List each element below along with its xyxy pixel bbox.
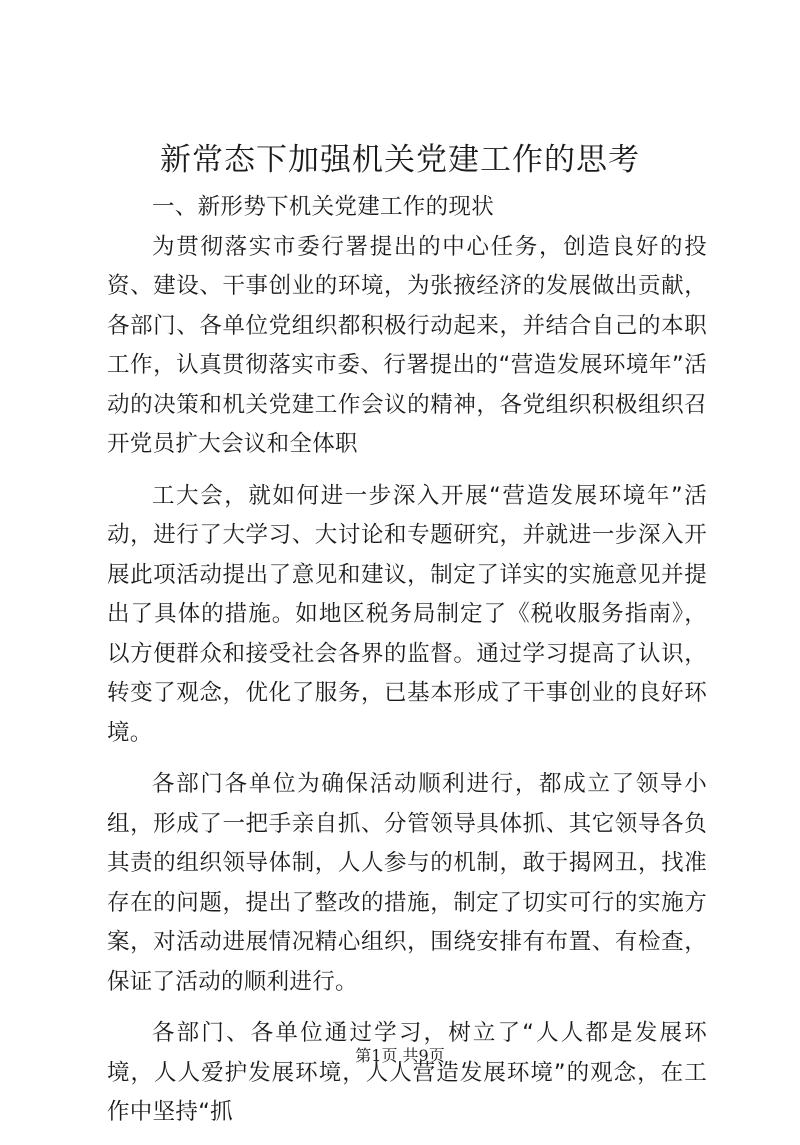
paragraph: 为贯彻落实市委行署提出的中心任务，创造良好的投资、建设、干事创业的环境，为张掖经济的发展做出贡献，各部门、各单位党组织都积极行动起来，并结合自己的本职工作，认真贯彻落实市委、行署提出的“营造发展环境年”活动的决策和机关党建工作会议的精神，各党组织积极组织召开党员扩大会议和全体职 <box>107 233 707 457</box>
paragraph: 工大会，就如何进一步深入开展“营造发展环境年”活动，进行了大学习、大讨论和专题研究，并就进一步深入开展此项活动提出了意见和建议，制定了详实的实施意见并提出了具体的措施。如地区税务局制定了《税收服务指南》，以方便群众和接受社会各界的监督。通过学习提高了认识，转变了观念，优化了服务，已基本形成了干事创业的良好环境。 <box>107 482 707 746</box>
paragraph: 各部门各单位为确保活动顺利进行，都成立了领导小组，形成了一把手亲自抓、分管领导具体抓、其它领导各负其责的组织领导体制，人人参与的机制，敢于揭网丑，找准存在的问题，提出了整改的措施，制定了切实可行的实施方案，对活动进展情况精心组织，围绕安排有布置、有检查，保证了活动的顺利进行。 <box>107 771 707 995</box>
page-footer: 第1页 共9页 <box>355 1046 445 1065</box>
paragraph: 各部门、各单位通过学习，树立了“人人都是发展环境，人人爱护发展环境，人人营造发展环境”的观念，在工作中坚持“抓 <box>107 1020 707 1125</box>
document-body <box>107 188 707 1145</box>
page-title: 新常态下加强机关党建工作的思考 <box>160 142 640 178</box>
section-heading: 一、新形势下机关党建工作的现状 <box>152 194 495 220</box>
